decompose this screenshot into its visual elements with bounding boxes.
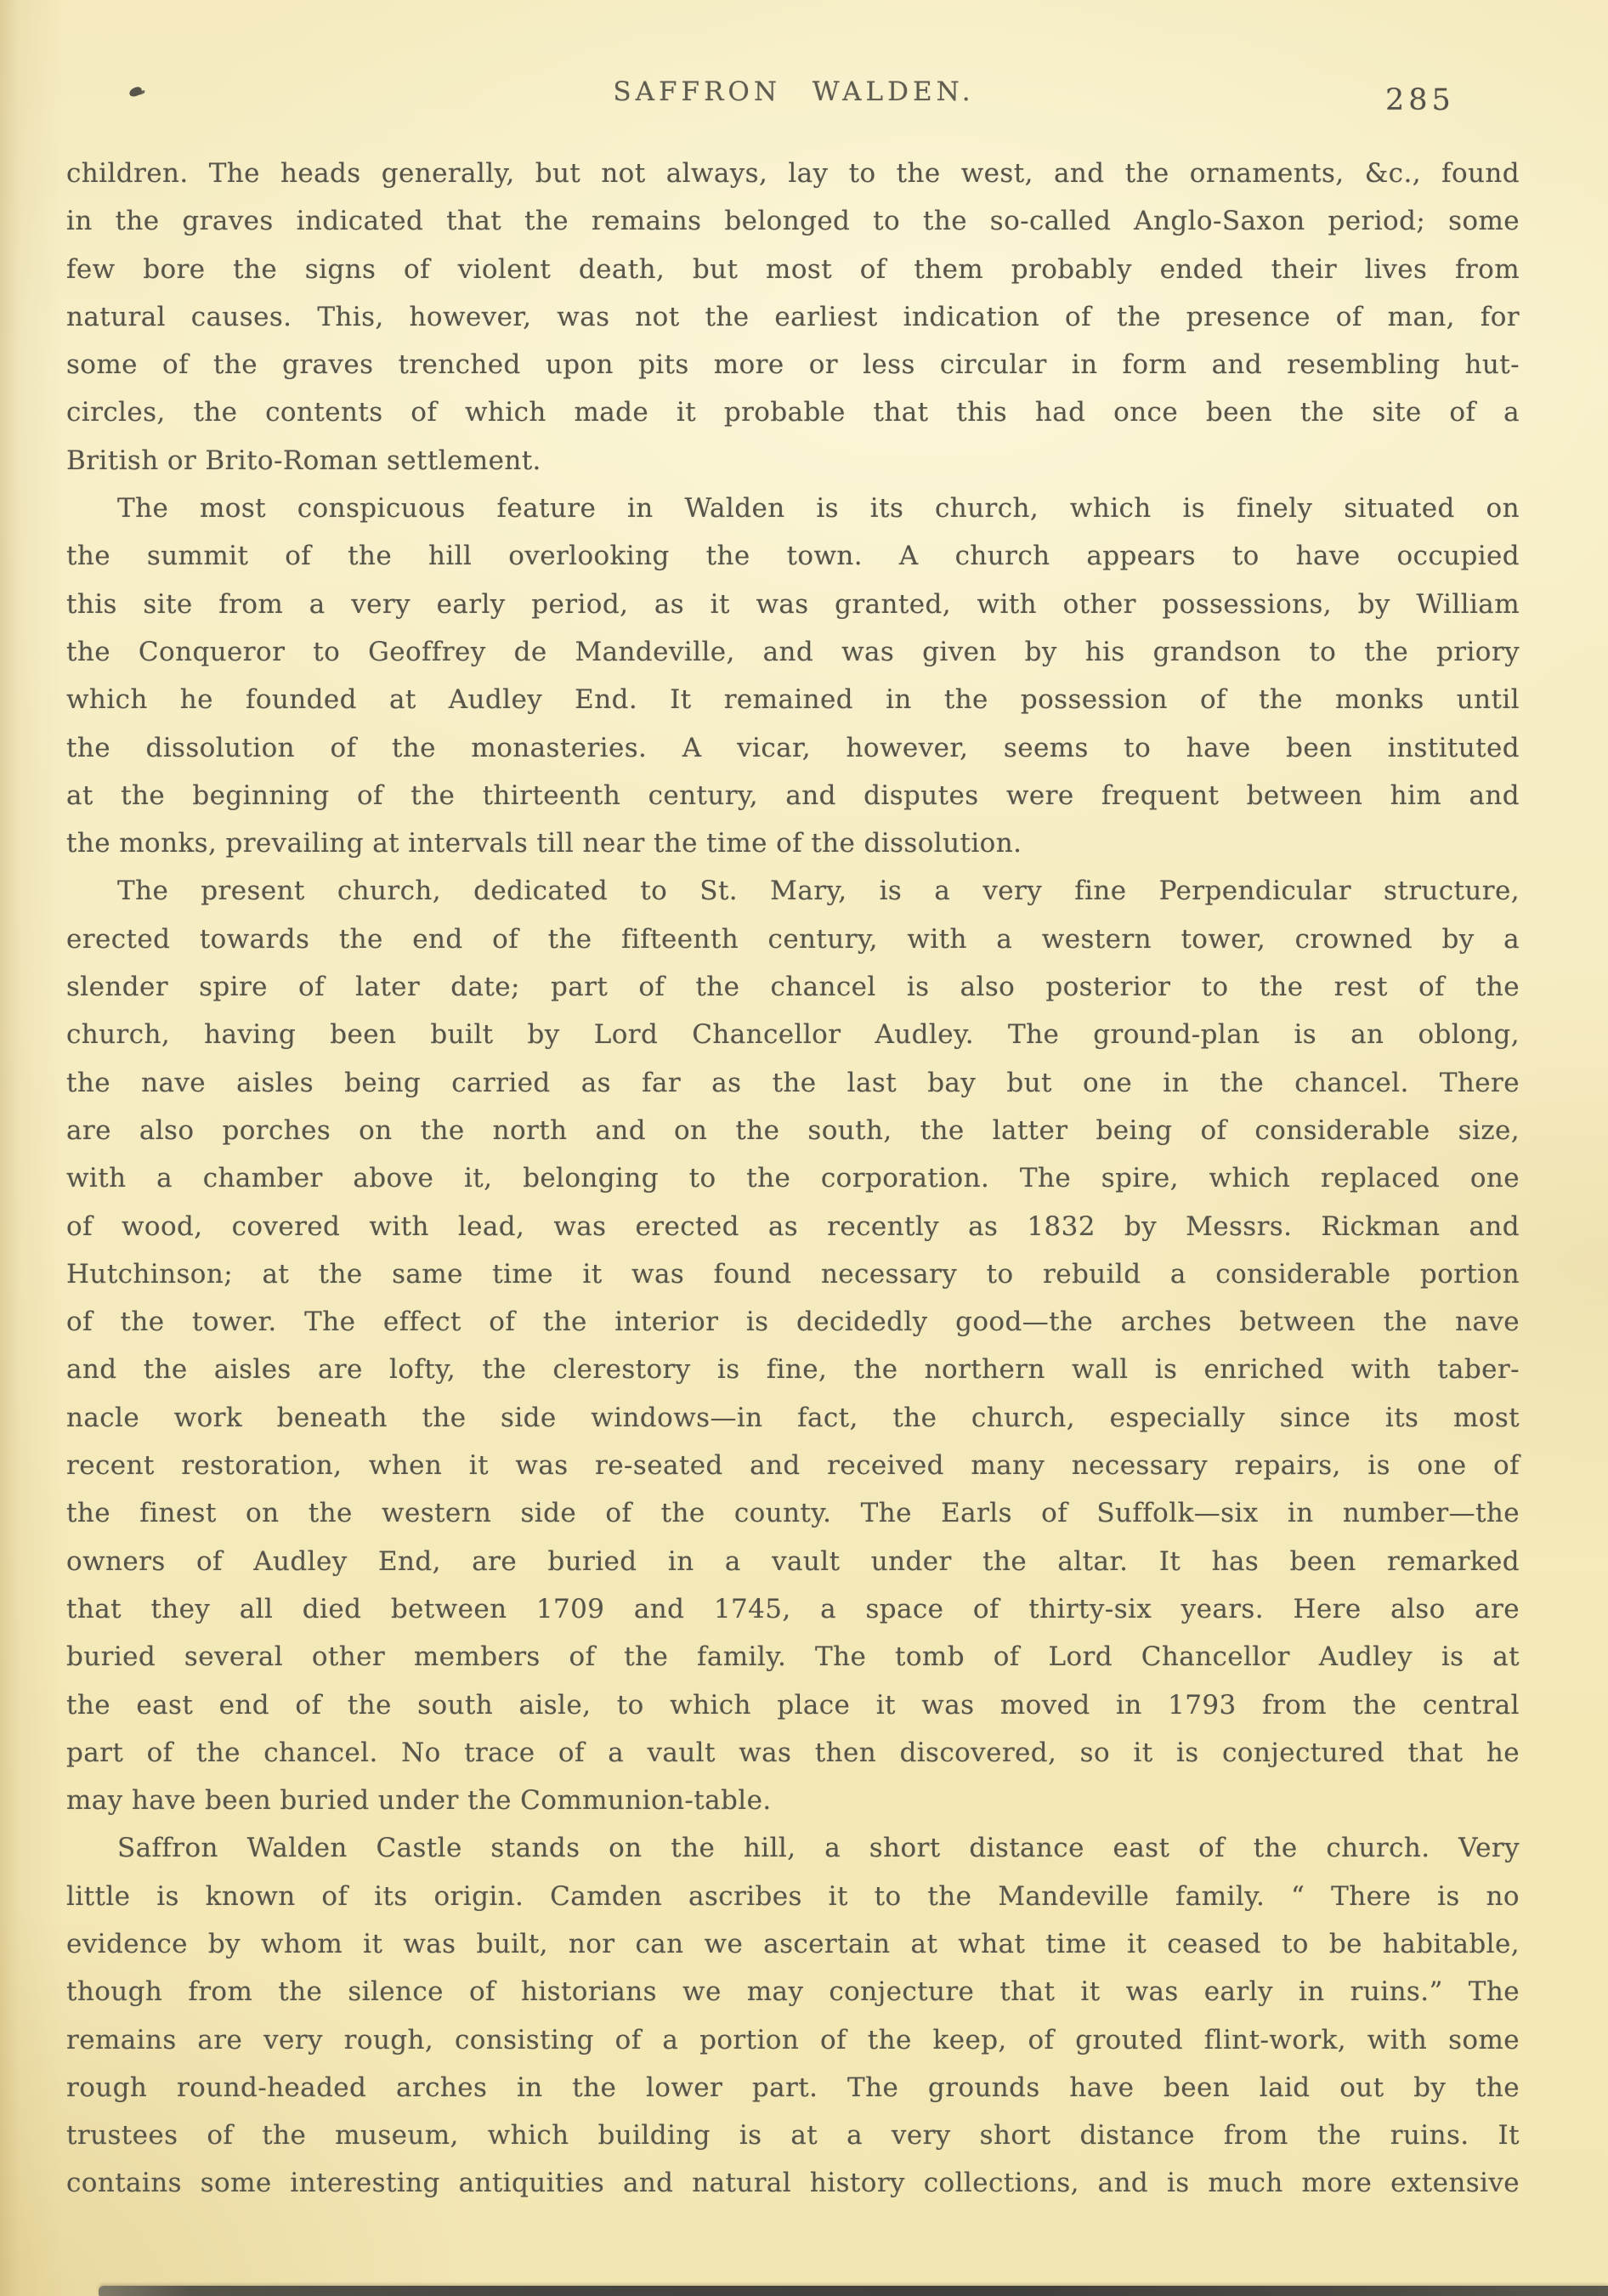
text-line: church, having been built by Lord Chancellor Audley. The ground-plan is an oblong, [66,1019,1520,1051]
text-block [66,150,1520,2208]
text-line: the dissolution of the monasteries. A vicar, however, seems to have been instituted [66,732,1520,763]
text-line: of wood, covered with lead, was erected as recently as 1832 by Messrs. Rickman and [66,1210,1520,1242]
text-line: this site from a very early period, as it was granted, with other possessions, by William [66,588,1520,620]
text-line: contains some interesting antiquities and natural history collections, and is much more extensive [66,2168,1520,2199]
text-line: the monks, prevailing at intervals till near the time of the dissolution. [66,828,1022,859]
text-line: of the tower. The effect of the interior is decidedly good—the arches between the nave [66,1307,1520,1338]
text-line: The most conspicuous feature in Walden is its church, which is finely situated on [117,493,1520,524]
text-line: at the beginning of the thirteenth century, and disputes were frequent between him and [66,780,1520,811]
text-line: the summit of the hill overlooking the town. A church appears to have occupied [66,541,1520,572]
text-line: are also porches on the north and on the south, the latter being of considerable size, [66,1114,1520,1146]
text-line: buried several other members of the family. The tomb of Lord Chancellor Audley is at [66,1641,1520,1673]
text-line: part of the chancel. No trace of a vault was then discovered, so it is conjectured that he [66,1737,1520,1768]
text-line: and the aisles are lofty, the clerestory is fine, the northern wall is enriched with taber- [66,1354,1520,1386]
text-line: The present church, dedicated to St. Mary, is a very fine Perpendicular structure, [117,876,1520,907]
text-line: the nave aisles being carried as far as the last bay but one in the chancel. There [66,1067,1520,1098]
text-line: the Conqueror to Geoffrey de Mandeville, and was given by his grandson to the priory [66,636,1520,667]
text-line: recent restoration, when it was re-seated and received many necessary repairs, is one of [66,1450,1520,1482]
text-line: remains are very rough, consisting of a portion of the keep, of grouted flint-work, with some [66,2024,1520,2055]
text-line: few bore the signs of violent death, but most of them probably ended their lives from [66,253,1520,285]
text-line: Saffron Walden Castle stands on the hill, a short distance east of the church. Very [117,1833,1520,1864]
text-line: Hutchinson; at the same time it was found necessary to rebuild a considerable portion [66,1258,1520,1290]
text-line: British or Brito-Roman settlement. [66,445,541,476]
text-line: erected towards the end of the fifteenth century, with a western tower, crowned by a [66,923,1520,955]
text-line: little is known of its origin. Camden ascribes it to the Mandeville family. “ There is no [66,1880,1520,1912]
text-line: though from the silence of historians we may conjecture that it was early in ruins.” The [66,1976,1520,2008]
text-line: some of the graves trenched upon pits more or less circular in form and resembling hut- [66,349,1520,381]
text-line: rough round-headed arches in the lower part. The grounds have been laid out by the [66,2072,1520,2103]
text-line: in the graves indicated that the remains belonged to the so-called Anglo-Saxon period; some [66,206,1520,237]
scan-edge [99,2286,1608,2296]
text-line: owners of Audley End, are buried in a vault under the altar. It has been remarked [66,1545,1520,1577]
text-line: children. The heads generally, but not always, lay to the west, and the ornaments, &c., found [66,158,1520,189]
text-line: may have been buried under the Communion-table. [66,1785,772,1817]
text-line: with a chamber above it, belonging to the corporation. The spire, which replaced one [66,1163,1520,1194]
text-line: evidence by whom it was built, nor can we ascertain at what time it ceased to be habitable, [66,1928,1520,1959]
text-line: nacle work beneath the side windows—in fact, the church, especially since its most [66,1402,1520,1433]
text-line: natural causes. This, however, was not the earliest indication of the presence of man, for [66,301,1520,332]
text-line: circles, the contents of which made it probable that this had once been the site of a [66,397,1520,428]
text-line: slender spire of later date; part of the chancel is also posterior to the rest of the [66,972,1520,1003]
text-line: the east end of the south aisle, to which place it was moved in 1793 from the central [66,1689,1520,1721]
page-number: 285 [1385,83,1455,117]
text-line: which he founded at Audley End. It remained in the possession of the monks until [66,684,1520,716]
text-line: that they all died between 1709 and 1745, a space of thirty-six years. Here also are [66,1593,1520,1624]
text-line: trustees of the museum, which building is at a very short distance from the ruins. It [66,2120,1520,2151]
text-line: the finest on the western side of the county. The Earls of Suffolk—six in number—the [66,1498,1520,1529]
running-head-title: SAFFRON WALDEN. [613,77,975,107]
